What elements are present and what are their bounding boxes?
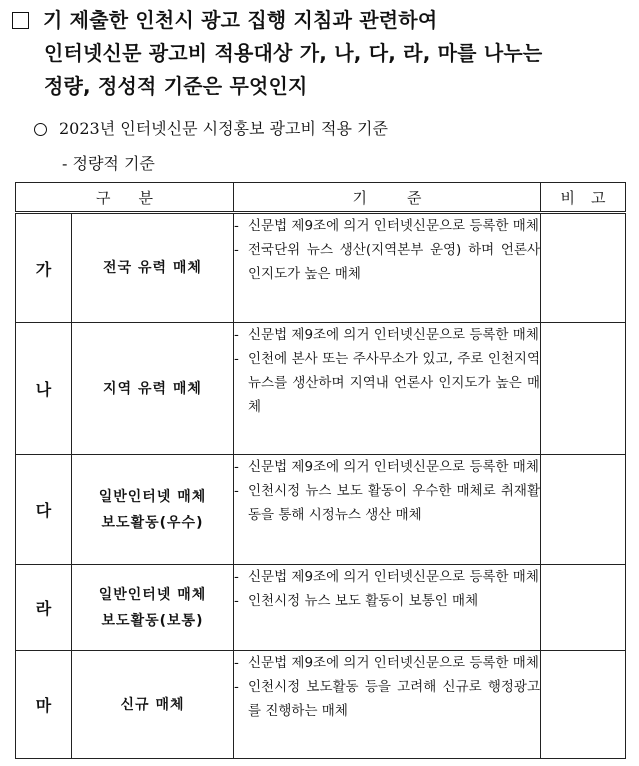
note-cell xyxy=(541,213,626,323)
criteria-item: - 신문법 제9조에 의거 인터넷신문으로 등록한 매체 xyxy=(234,565,540,589)
subsection-heading: - 정량적 기준 xyxy=(62,154,155,173)
grade-cell: 나 xyxy=(16,323,72,455)
criteria-item: - 신문법 제9조에 의거 인터넷신문으로 등록한 매체 xyxy=(234,651,540,675)
dash-icon: - xyxy=(234,242,239,258)
grade-cell: 다 xyxy=(16,455,72,565)
question-text-1: 기 제출한 인천시 광고 집행 지침과 관련하여 xyxy=(43,8,438,32)
question-line-1 xyxy=(10,4,635,37)
question-line-3: 정량, 정성적 기준은 무엇인지 xyxy=(44,74,308,98)
criteria-cell xyxy=(234,323,541,455)
header-category: 구분 xyxy=(16,183,234,213)
criteria-item: - 인천시정 보도활동 등을 고려해 신규로 행정광고를 진행하는 매체 xyxy=(234,675,540,723)
dash-icon: - xyxy=(234,327,239,343)
type-line: 일반인터넷 매체 xyxy=(98,586,207,603)
question-line-2: 인터넷신문 광고비 적용대상 가, 나, 다, 라, 마를 나누는 xyxy=(44,41,543,65)
type-cell: 전국 유력 매체 xyxy=(72,213,234,323)
type-cell xyxy=(72,455,234,565)
table-row xyxy=(16,565,626,651)
dash-icon: - xyxy=(234,655,239,671)
dash-icon: - xyxy=(234,593,239,609)
note-cell xyxy=(541,651,626,759)
grade-cell: 가 xyxy=(16,213,72,323)
header-criteria: 기준 xyxy=(234,183,541,213)
criteria-cell xyxy=(234,651,541,759)
table-row xyxy=(16,455,626,565)
criteria-item: - 인천시정 뉴스 보도 활동이 보통인 매체 xyxy=(234,589,540,613)
note-cell xyxy=(541,323,626,455)
criteria-cell xyxy=(234,565,541,651)
table-row xyxy=(16,323,626,455)
dash-icon: - xyxy=(234,351,239,367)
section-heading-text: 2023년 인터넷신문 시정홍보 광고비 적용 기준 xyxy=(59,119,388,138)
type-cell: 신규 매체 xyxy=(72,651,234,759)
grade-cell: 라 xyxy=(16,565,72,651)
type-line: 보도활동(우수) xyxy=(101,514,204,531)
header-note: 비고 xyxy=(541,183,626,213)
type-line: 보도활동(보통) xyxy=(101,612,204,629)
dash-icon: - xyxy=(234,679,239,695)
dash-icon: - xyxy=(234,569,239,585)
section-heading xyxy=(34,118,388,140)
type-line: 일반인터넷 매체 xyxy=(98,488,207,505)
type-cell xyxy=(72,565,234,651)
criteria-item: - 인천시정 뉴스 보도 활동이 우수한 매체로 취재활동을 통해 시정뉴스 생산 매체 xyxy=(234,479,540,527)
table-row xyxy=(16,213,626,323)
table-header-row xyxy=(16,183,626,213)
dash-icon: - xyxy=(234,483,239,499)
table-row xyxy=(16,651,626,759)
checkbox-icon xyxy=(12,12,29,29)
dash-icon: - xyxy=(234,218,239,234)
note-cell xyxy=(541,455,626,565)
criteria-item: - 전국단위 뉴스 생산(지역본부 운영) 하며 언론사 인지도가 높은 매체 xyxy=(234,238,540,286)
criteria-cell xyxy=(234,213,541,323)
criteria-cell xyxy=(234,455,541,565)
criteria-item: - 인천에 본사 또는 주사무소가 있고, 주로 인천지역 뉴스를 생산하며 지역내 언론사 인지도가 높은 매체 xyxy=(234,347,540,419)
type-cell: 지역 유력 매체 xyxy=(72,323,234,455)
criteria-item: - 신문법 제9조에 의거 인터넷신문으로 등록한 매체 xyxy=(234,455,540,479)
note-cell xyxy=(541,565,626,651)
question-title xyxy=(10,4,635,103)
criteria-item: - 신문법 제9조에 의거 인터넷신문으로 등록한 매체 xyxy=(234,323,540,347)
criteria-table xyxy=(15,182,626,759)
circle-bullet-icon xyxy=(34,123,47,136)
dash-icon: - xyxy=(234,459,239,475)
criteria-item: - 신문법 제9조에 의거 인터넷신문으로 등록한 매체 xyxy=(234,214,540,238)
grade-cell: 마 xyxy=(16,651,72,759)
